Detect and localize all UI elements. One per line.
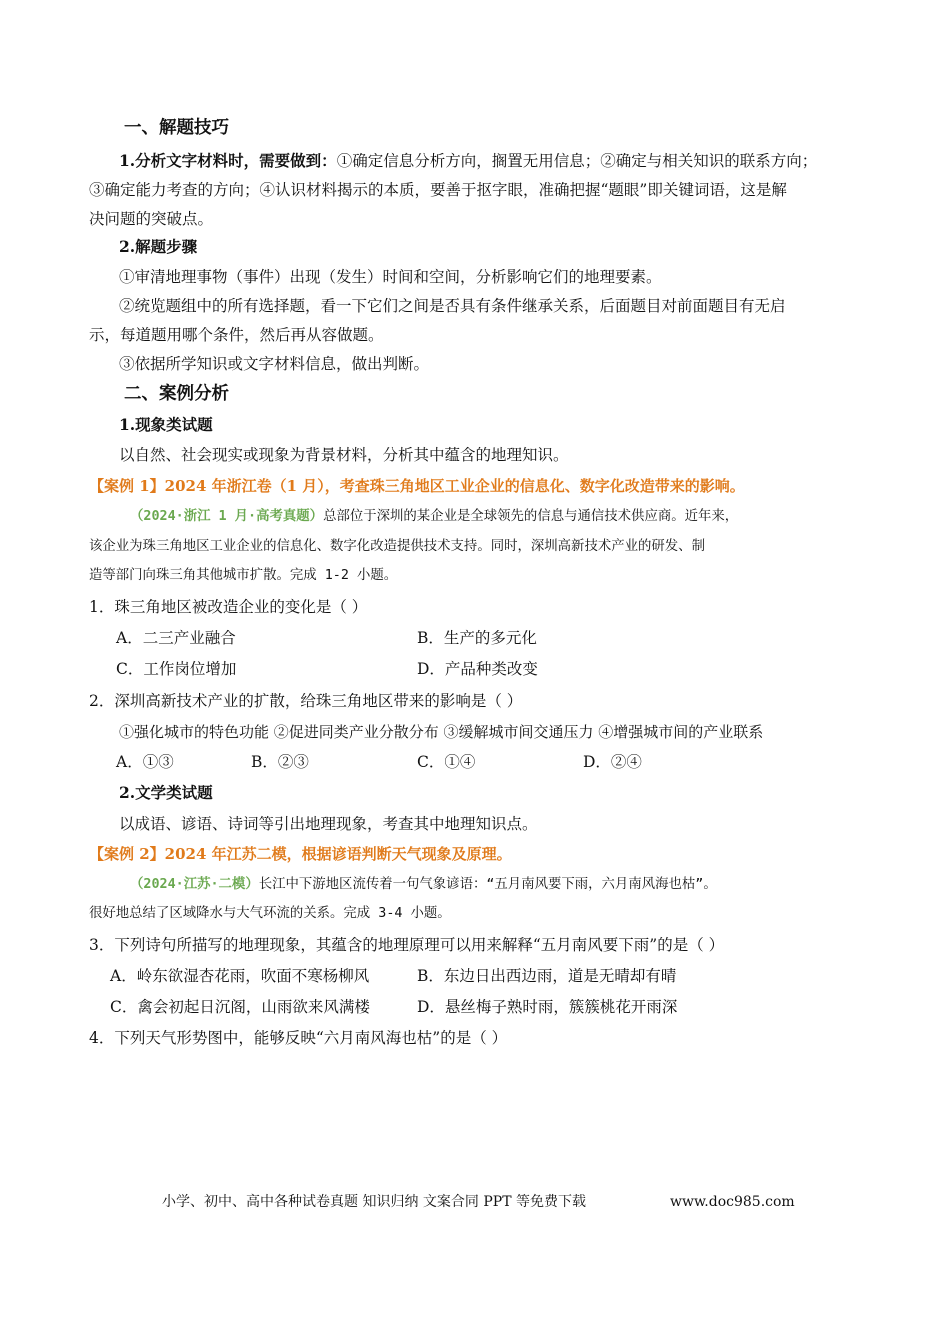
paragraph-analysis-text: ①确定信息分析方向，搁置无用信息；②确定与相关知识的联系方向；	[336, 152, 818, 170]
question-1-option-d: D．产品种类改变	[417, 660, 538, 678]
footer-text: 小学、初中、高中各种试卷真题 知识归纳 文案合同 PPT 等免费下载	[162, 1194, 586, 1210]
question-2-stem: 2．深圳高新技术产业的扩散，给珠三角地区带来的影响是（ ）	[89, 692, 523, 710]
case-1-material-text: 总部位于深圳的某企业是全球领先的信息与通信技术供应商。近年来，	[323, 509, 739, 524]
section-1-title: 一、解题技巧	[124, 118, 229, 138]
paragraph-analysis-line1	[119, 151, 817, 171]
step-2-line2: 示，每道题用哪个条件，然后再从容做题。	[89, 326, 384, 344]
subsection-1-title: 1.现象类试题	[119, 415, 213, 434]
case-2-material-line2: 很好地总结了区域降水与大气环流的关系。完成 3-4 小题。	[89, 906, 451, 921]
question-2-option-d: D．②④	[583, 753, 642, 771]
case-2-material-text: 长江中下游地区流传着一句气象谚语：“五月南风要下雨，六月南风海也枯”。	[258, 877, 717, 892]
step-3: ③依据所学知识或文字材料信息，做出判断。	[119, 355, 430, 373]
step-2-line1: ②统览题组中的所有选择题，看一下它们之间是否具有条件继承关系，后面题目对前面题目有无启	[119, 297, 786, 315]
footer-website[interactable]: www.doc985.com	[670, 1194, 795, 1210]
paragraph-analysis-line2: ③确定能力考查的方向；④认识材料揭示的本质，要善于抠字眼，准确把握“题眼”即关键词语，这是解	[89, 181, 787, 199]
question-2-items: ①强化城市的特色功能 ②促进同类产业分散分布 ③缓解城市间交通压力 ④增强城市间的产业联系	[119, 723, 764, 741]
question-3-option-d: D．悬丝梅子熟时雨，簇簇桃花开雨深	[417, 998, 678, 1016]
question-3-option-a: A．岭东欲湿杏花雨，吹面不寒杨柳风	[110, 967, 370, 985]
question-3-option-b: B．东边日出西边雨，道是无晴却有晴	[417, 967, 677, 985]
question-1-option-c: C．工作岗位增加	[116, 660, 237, 678]
question-3-stem: 3．下列诗句所描写的地理现象，其蕴含的地理原理可以用来解释“五月南风要下雨”的是（ ）	[89, 936, 725, 954]
question-4-stem: 4．下列天气形势图中，能够反映“六月南风海也枯”的是（ ）	[89, 1029, 508, 1047]
steps-heading: 2.解题步骤	[119, 237, 198, 256]
case-1-source: （2024·浙江 1 月·高考真题）	[130, 509, 324, 524]
step-1: ①审清地理事物（事件）出现（发生）时间和空间，分析影响它们的地理要素。	[119, 268, 662, 286]
question-1-option-a: A．二三产业融合	[116, 629, 236, 647]
question-2-option-a: A．①③	[116, 753, 174, 771]
case-1-material-line2: 该企业为珠三角地区工业企业的信息化、数字化改造提供技术支持。同时，深圳高新技术产业的研发、制	[89, 539, 705, 554]
subsection-1-desc: 以自然、社会现实或现象为背景材料，分析其中蕴含的地理知识。	[119, 446, 569, 464]
section-2-title: 二、案例分析	[124, 384, 229, 404]
paragraph-analysis-line3: 决问题的突破点。	[89, 210, 214, 228]
case-2-material-line1	[130, 875, 717, 895]
question-2-option-b: B．②③	[251, 753, 309, 771]
subsection-2-title: 2.文学类试题	[119, 783, 213, 802]
question-2-option-c: C．①④	[417, 753, 476, 771]
case-2-source: （2024·江苏·二模）	[130, 877, 259, 892]
question-1-stem: 1．珠三角地区被改造企业的变化是（ ）	[89, 598, 368, 616]
case-1-material-line1	[130, 507, 738, 527]
case-1-material-line3: 造等部门向珠三角其他城市扩散。完成 1-2 小题。	[89, 568, 398, 583]
paragraph-analysis-lead: 1.分析文字材料时，需要做到：	[119, 151, 337, 170]
case-2-heading: 【案例 2】2024 年江苏二模，根据谚语判断天气现象及原理。	[89, 845, 512, 863]
question-1-option-b: B．生产的多元化	[417, 629, 537, 647]
case-1-heading: 【案例 1】2024 年浙江卷（1 月），考查珠三角地区工业企业的信息化、数字化改造带来的影响。	[89, 477, 745, 495]
question-3-option-c: C．禽会初起日沉阁，山雨欲来风满楼	[110, 998, 370, 1016]
subsection-2-desc: 以成语、谚语、诗词等引出地理现象，考查其中地理知识点。	[119, 815, 538, 833]
